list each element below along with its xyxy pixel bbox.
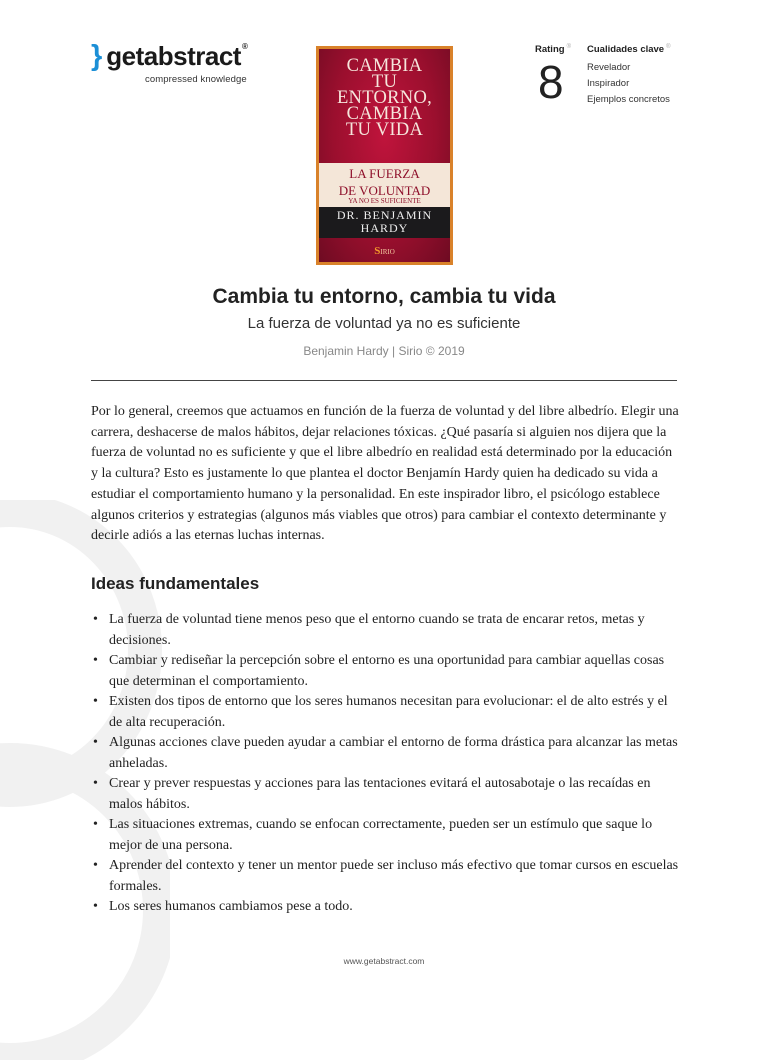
rating-value: 8 (538, 56, 564, 108)
idea-item: • Las situaciones extremas, cuando se enfocan correctamente, pueden ser un estímulo que saque lo mejor de una persona. (91, 815, 679, 856)
book-title: Cambia tu entorno, cambia tu vida (212, 285, 556, 308)
key-qualities (587, 44, 671, 108)
quality-item: Revelador (587, 62, 631, 73)
cover-subtitle-band: LA FUERZA DE VOLUNTAD YA NO ES SUFICIENTE (319, 163, 450, 207)
footer-url[interactable]: www.getabstract.com (343, 956, 425, 966)
idea-item: • Existen dos tipos de entorno que los seres humanos necesitan para evolucionar: el de alto estrés y el de alta recuperación. (91, 692, 679, 733)
rating-block (535, 44, 571, 108)
registered-mark-icon: ® (666, 44, 671, 50)
logo-brace-icon: } (91, 40, 103, 72)
idea-item: • Aprender del contexto y tener un mentor puede ser incluso más efectivo que tomar cursos en escuelas formales. (91, 856, 679, 897)
qualities-label: Cualidades clave ® (587, 44, 671, 55)
divider (91, 380, 677, 381)
ideas-list (91, 610, 679, 918)
intro-paragraph: Por lo general, creemos que actuamos en función de la fuerza de voluntad y del libre albedrío. Elegir una carrera, deshacerse de malos hábitos, dejar relaciones tóxicas. ¿Qué pasaría si alguien nos dijera que la fuerza de voluntad no es suficiente y que el libre albedrío en realidad está determinado por la educación y la cultura? Esto es justamente lo que plantea el doctor Benjamín Hardy quien ha dedicado su vida a estudiar el comportamiento humano y la personalidad. En este inspirador libro, el psicólogo establece algunos criterios y estrategias (algunos más viables que otros) para cambiar el contexto determinante y decirle adiós a las eternas luchas internas. (91, 404, 679, 544)
idea-item: • Crear y prever respuestas y acciones para las tentaciones evitará el autosabotaje o las recaídas en malos hábitos. (91, 774, 679, 815)
book-subtitle: La fuerza de voluntad ya no es suficiente (247, 315, 521, 332)
ideas-heading: Ideas fundamentales (91, 574, 260, 593)
logo-wordmark: getabstract® (106, 41, 248, 71)
idea-item: • Los seres humanos cambiamos pese a todo. (91, 897, 679, 918)
quality-item: Ejemplos concretos (587, 94, 670, 105)
rating-label: Rating ® (535, 44, 571, 55)
logo-tagline: compressed knowledge (145, 74, 247, 85)
book-byline: Benjamin Hardy | Sirio © 2019 (303, 344, 465, 358)
registered-mark-icon: ® (566, 44, 571, 50)
book-cover (316, 46, 453, 265)
cover-author-band: DR. BENJAMIN HARDY (319, 207, 450, 238)
cover-title: CAMBIA TU ENTORNO, CAMBIA TU VIDA (336, 56, 433, 140)
quality-item: Inspirador (587, 78, 630, 89)
getabstract-logo[interactable] (91, 42, 247, 85)
idea-item: • La fuerza de voluntad tiene menos peso que el entorno cuando se trata de encarar retos, metas y decisiones. (91, 610, 679, 651)
idea-item: • Cambiar y rediseñar la percepción sobre el entorno es una oportunidad para cambiar aquellas cosas que determinan el comportamiento. (91, 651, 679, 692)
cover-publisher-logo: SIRIO (374, 245, 395, 257)
idea-item: • Algunas acciones clave pueden ayudar a cambiar el entorno de forma drástica para alcanzar las metas anheladas. (91, 733, 679, 774)
